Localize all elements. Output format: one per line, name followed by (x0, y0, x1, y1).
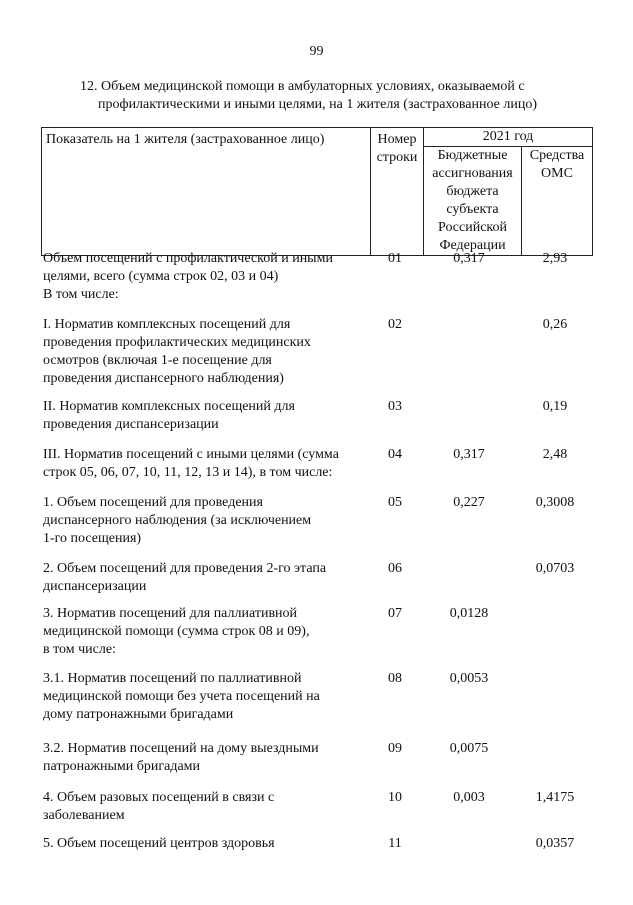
row-budget-value: 0,003 (453, 790, 485, 805)
row-label-line: 1. Объем посещений для проведения (43, 495, 263, 510)
row-label (43, 494, 363, 548)
row-number: 10 (388, 790, 402, 805)
header-row-number-line-2: строки (376, 150, 418, 165)
row-number: 03 (388, 399, 402, 414)
header-indicator-text: Показатель на 1 жителя (застрахованное лицо) (46, 132, 325, 147)
row-oms-value: 2,93 (542, 251, 568, 266)
row-label (43, 605, 363, 659)
row-label-line: Объем посещений с профилактической и иными (43, 251, 333, 266)
row-oms-value: 0,0703 (535, 561, 575, 576)
row-label-line: 5. Объем посещений центров здоровья (43, 836, 275, 851)
row-number: 08 (388, 671, 402, 686)
row-label-line: дому патронажными бригадами (43, 707, 234, 722)
header-budget-line: ассигнования (432, 166, 513, 181)
row-label-line: проведения профилактических медицинских (43, 335, 311, 350)
row-budget-value: 0,227 (453, 495, 485, 510)
row-number: 01 (388, 251, 402, 266)
row-label (43, 250, 363, 304)
row-label (43, 740, 363, 776)
row-label-line: диспансерного наблюдения (за исключением (43, 513, 312, 528)
row-number: 11 (388, 836, 402, 851)
row-label (43, 398, 363, 434)
header-budget (424, 147, 522, 256)
row-label-line: в том числе: (43, 642, 116, 657)
row-number: 05 (388, 495, 402, 510)
row-label-line: проведения диспансеризации (43, 417, 219, 432)
header-indicator (42, 128, 371, 256)
row-number: 04 (388, 447, 402, 462)
row-label-line: осмотров (включая 1-е посещение для (43, 353, 272, 368)
header-row-number (371, 128, 424, 256)
row-budget-value: 0,0053 (449, 671, 489, 686)
row-oms-value: 1,4175 (535, 790, 575, 805)
page-number: 99 (309, 44, 324, 59)
header-budget-line: Бюджетные (437, 148, 508, 163)
header-row-number-line-1: Номер (377, 132, 417, 147)
row-label-line: строк 05, 06, 07, 10, 11, 12, 13 и 14), в том числе: (43, 465, 333, 480)
row-oms-value: 0,19 (542, 399, 568, 414)
row-label (43, 316, 363, 388)
row-label (43, 670, 363, 724)
row-budget-value: 0,0128 (449, 606, 489, 621)
row-label-line: I. Норматив комплексных посещений для (43, 317, 291, 332)
row-oms-value: 0,0357 (535, 836, 575, 851)
header-oms-line: ОМС (541, 166, 573, 181)
row-oms-value: 0,3008 (535, 495, 575, 510)
row-label-line: целями, всего (сумма строк 02, 03 и 04) (43, 269, 279, 284)
row-label-line: медицинской помощи без учета посещений на (43, 689, 320, 704)
row-label-line: диспансеризации (43, 579, 147, 594)
row-label-line: 3.1. Норматив посещений по паллиативной (43, 671, 302, 686)
row-label (43, 560, 363, 596)
header-budget-line: бюджета (446, 184, 499, 199)
row-budget-value: 0,317 (453, 447, 485, 462)
row-label-line: проведения диспансерного наблюдения) (43, 371, 284, 386)
row-oms-value: 0,26 (542, 317, 568, 332)
table-header (41, 127, 593, 256)
row-budget-value: 0,0075 (449, 741, 489, 756)
row-label (43, 446, 363, 482)
row-label-line: II. Норматив комплексных посещений для (43, 399, 295, 414)
row-label-line: медицинской помощи (сумма строк 08 и 09), (43, 624, 310, 639)
section-title-line-2: профилактическими и иными целями, на 1 жителя (застрахованное лицо) (98, 97, 538, 112)
header-budget-line: субъекта (446, 202, 499, 217)
row-label-line: 2. Объем посещений для проведения 2-го этапа (43, 561, 327, 576)
row-label (43, 789, 363, 825)
header-oms-line: Средства (529, 148, 585, 163)
row-label-line: 3.2. Норматив посещений на дому выездными (43, 741, 319, 756)
row-number: 02 (388, 317, 402, 332)
row-label (43, 835, 363, 853)
header-budget-line: Российской (438, 220, 507, 235)
header-oms (522, 147, 593, 256)
header-budget-line: Федерации (439, 238, 506, 253)
row-label-line: III. Норматив посещений с иными целями (сумма (43, 447, 339, 462)
row-number: 07 (388, 606, 402, 621)
row-number: 06 (388, 561, 402, 576)
row-label-line: В том числе: (43, 287, 119, 302)
row-label-line: 4. Объем разовых посещений в связи с (43, 790, 275, 805)
row-label-line: 3. Норматив посещений для паллиативной (43, 606, 298, 621)
header-year: 2021 год (424, 128, 593, 147)
row-label-line: заболеванием (43, 808, 125, 823)
row-label-line: 1-го посещения) (43, 531, 142, 546)
row-oms-value: 2,48 (542, 447, 568, 462)
row-number: 09 (388, 741, 402, 756)
section-title (80, 78, 580, 114)
row-budget-value: 0,317 (453, 251, 485, 266)
row-label-line: патронажными бригадами (43, 759, 201, 774)
section-title-line-1: 12. Объем медицинской помощи в амбулаторных условиях, оказываемой с (80, 79, 525, 94)
